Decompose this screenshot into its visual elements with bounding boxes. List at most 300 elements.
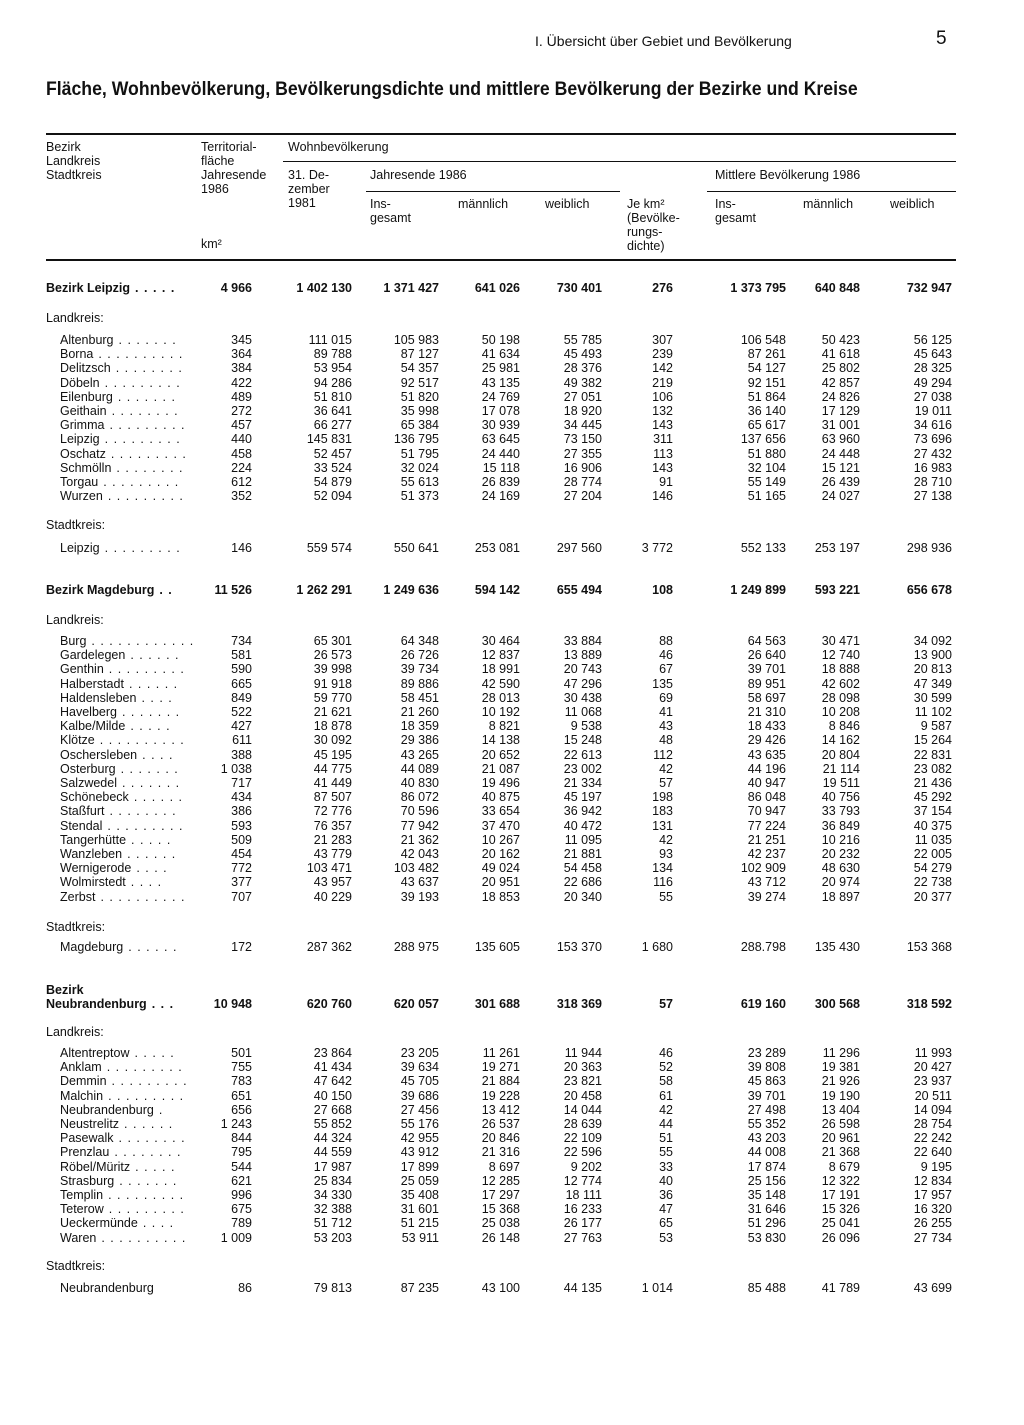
- cell-col-1: 1 009: [220, 1231, 252, 1245]
- cell-col-2: 52 094: [313, 489, 352, 503]
- cell-col-8: 14 162: [821, 733, 860, 747]
- cell-col-5: 22 596: [563, 1145, 602, 1159]
- cell-col-9: 11 993: [914, 1046, 952, 1060]
- row-name: Wanzleben: [60, 847, 123, 861]
- cell-col-8: 20 961: [821, 1131, 860, 1145]
- leader-dots: . . . .: [141, 691, 173, 705]
- table-row: [0, 1216, 1024, 1230]
- cell-col-4: 20 846: [481, 1131, 520, 1145]
- cell-col-1: 10 948: [213, 997, 252, 1011]
- cell-col-9: 40 375: [913, 819, 952, 833]
- cell-col-1: 734: [231, 634, 252, 648]
- cell-col-8: 8 679: [828, 1160, 860, 1174]
- cell-col-4: 12 837: [481, 648, 520, 662]
- cell-col-8: 18 897: [821, 890, 860, 904]
- cell-col-1: 544: [231, 1160, 252, 1174]
- cell-col-3: 29 386: [400, 733, 439, 747]
- cell-col-6: 46: [659, 648, 673, 662]
- cell-col-6: 3 772: [641, 541, 673, 555]
- table-row: [0, 1089, 1024, 1103]
- leader-dots: . . . . . . . .: [116, 461, 184, 475]
- cell-col-1: 665: [231, 677, 252, 691]
- table-row: [0, 1281, 1024, 1295]
- cell-col-1: 434: [231, 790, 252, 804]
- table-row: [0, 776, 1024, 790]
- landkreis-label: Landkreis:: [46, 613, 104, 627]
- cell-col-9: 28 754: [913, 1117, 952, 1131]
- row-name: Oschersleben: [60, 748, 138, 762]
- cell-col-6: 55: [659, 890, 673, 904]
- cell-col-1: 1 038: [220, 762, 252, 776]
- cell-col-2: 65 301: [313, 634, 352, 648]
- cell-col-4: 10 267: [481, 833, 520, 847]
- row-name: Teterow: [60, 1202, 104, 1216]
- header-bottom-rule: [46, 259, 956, 261]
- cell-col-4: 301 688: [474, 997, 520, 1011]
- cell-col-3: 42 955: [400, 1131, 439, 1145]
- cell-col-1: 384: [231, 361, 252, 375]
- leader-dots: . . . . . . . . .: [108, 1202, 185, 1216]
- cell-col-9: 20 427: [913, 1060, 952, 1074]
- cell-col-2: 59 770: [313, 691, 352, 705]
- cell-col-7: 17 874: [747, 1160, 786, 1174]
- cell-col-4: 33 654: [481, 804, 520, 818]
- cell-col-1: 377: [231, 875, 252, 889]
- cell-col-1: 651: [231, 1089, 252, 1103]
- cell-col-1: 454: [231, 847, 252, 861]
- cell-col-2: 43 779: [313, 847, 352, 861]
- table-row: [0, 376, 1024, 390]
- cell-col-3: 1 249 636: [383, 583, 439, 597]
- cell-col-2: 53 203: [313, 1231, 352, 1245]
- cell-col-8: 12 322: [821, 1174, 860, 1188]
- cell-col-8: 12 740: [821, 648, 860, 662]
- cell-col-4: 15 368: [481, 1202, 520, 1216]
- cell-col-2: 21 621: [313, 705, 352, 719]
- leader-dots: . . . .: [136, 861, 168, 875]
- row-name: Wernigerode: [60, 861, 132, 875]
- cell-col-7: 1 249 899: [730, 583, 786, 597]
- cell-col-5: 18 111: [565, 1188, 602, 1202]
- row-name: Wolmirstedt: [60, 875, 126, 889]
- cell-col-3: 54 357: [400, 361, 439, 375]
- cell-col-7: 89 951: [747, 677, 786, 691]
- cell-col-8: 41 789: [821, 1281, 860, 1295]
- table-row: [0, 1060, 1024, 1074]
- row-name: Stendal: [60, 819, 103, 833]
- cell-col-5: 26 177: [563, 1216, 602, 1230]
- table-row: [0, 475, 1024, 489]
- cell-col-4: 641 026: [474, 281, 520, 295]
- cell-col-3: 23 205: [400, 1046, 439, 1060]
- cell-col-6: 116: [653, 875, 673, 889]
- cell-col-4: 50 198: [481, 333, 520, 347]
- cell-col-9: 15 264: [913, 733, 952, 747]
- table-row: [0, 347, 1024, 361]
- cell-col-9: 27 734: [913, 1231, 952, 1245]
- cell-col-6: 307: [652, 333, 673, 347]
- cell-col-2: 51 712: [313, 1216, 352, 1230]
- cell-col-5: 16 906: [563, 461, 602, 475]
- cell-col-3: 550 641: [393, 541, 439, 555]
- table-row: [0, 333, 1024, 347]
- cell-col-9: 16 983: [913, 461, 952, 475]
- leader-dots: . . . .: [130, 875, 163, 889]
- cell-col-4: 26 839: [481, 475, 520, 489]
- cell-col-6: 61: [659, 1089, 673, 1103]
- cell-col-5: 9 538: [570, 719, 602, 733]
- leader-dots: . . . . .: [135, 281, 176, 295]
- cell-col-1: 849: [231, 691, 252, 705]
- cell-col-4: 13 412: [481, 1103, 520, 1117]
- cell-col-6: 183: [652, 804, 673, 818]
- cell-col-9: 22 831: [913, 748, 952, 762]
- cell-col-5: 27 763: [563, 1231, 602, 1245]
- cell-col-5: 47 296: [563, 677, 602, 691]
- cell-col-1: 675: [231, 1202, 252, 1216]
- cell-col-7: 54 127: [747, 361, 786, 375]
- cell-col-2: 40 229: [313, 890, 352, 904]
- table-row: [0, 1103, 1024, 1117]
- row-name: Zerbst: [60, 890, 96, 904]
- row-name: Pasewalk: [60, 1131, 114, 1145]
- cell-col-5: 13 889: [563, 648, 602, 662]
- stadtkreis-label: Stadtkreis:: [46, 1259, 106, 1273]
- cell-col-1: 717: [231, 776, 252, 790]
- cell-col-1: 11 526: [214, 583, 252, 597]
- cell-col-1: 458: [231, 447, 252, 461]
- cell-col-1: 656: [231, 1103, 252, 1117]
- bezirk-row: [0, 281, 1024, 295]
- cell-col-1: 440: [231, 432, 252, 446]
- cell-col-8: 28 098: [821, 691, 860, 705]
- cell-col-1: 352: [231, 489, 252, 503]
- cell-col-3: 27 456: [400, 1103, 439, 1117]
- cell-col-8: 10 208: [821, 705, 860, 719]
- page-number: 5: [936, 28, 947, 49]
- cell-col-7: 619 160: [740, 997, 786, 1011]
- table-row: [0, 404, 1024, 418]
- cell-col-6: 108: [652, 583, 673, 597]
- cell-col-8: 33 793: [821, 804, 860, 818]
- cell-col-8: 17 191: [821, 1188, 860, 1202]
- leader-dots: . . . . . . . . .: [108, 1089, 185, 1103]
- row-name: Bezirk Leipzig: [46, 281, 131, 295]
- cell-col-9: 26 255: [913, 1216, 952, 1230]
- cell-col-9: 27 138: [913, 489, 952, 503]
- cell-col-4: 40 875: [481, 790, 520, 804]
- cell-col-6: 58: [659, 1074, 673, 1088]
- cell-col-7: 137 656: [740, 432, 786, 446]
- cell-col-6: 1 014: [641, 1281, 673, 1295]
- cell-col-6: 113: [653, 447, 673, 461]
- row-name: Staßfurt: [60, 804, 105, 818]
- leader-dots: . . . . . . . . .: [104, 541, 181, 555]
- cell-col-9: 28 325: [913, 361, 952, 375]
- cell-col-3: 65 384: [400, 418, 439, 432]
- cell-col-1: 4 966: [220, 281, 252, 295]
- table-row: [0, 819, 1024, 833]
- cell-col-1: 621: [231, 1174, 252, 1188]
- row-name: Gardelegen: [60, 648, 126, 662]
- cell-col-7: 1 373 795: [730, 281, 786, 295]
- row-name: Bezirk Magdeburg: [46, 583, 155, 597]
- leader-dots: . . . . . .: [133, 790, 184, 804]
- cell-col-1: 345: [231, 333, 252, 347]
- leader-dots: . . . .: [142, 1216, 175, 1230]
- cell-col-2: 30 092: [313, 733, 352, 747]
- cell-col-9: 16 320: [913, 1202, 952, 1216]
- cell-col-1: 489: [231, 390, 252, 404]
- table-top-rule: [46, 133, 956, 135]
- table-row: [0, 432, 1024, 446]
- leader-dots: . . . . . .: [127, 847, 177, 861]
- cell-col-8: 48 630: [821, 861, 860, 875]
- cell-col-1: 593: [231, 819, 252, 833]
- cell-col-1: 707: [231, 890, 252, 904]
- cell-col-5: 21 334: [563, 776, 602, 790]
- row-name: Kalbe/Milde: [60, 719, 126, 733]
- cell-col-8: 36 849: [821, 819, 860, 833]
- cell-col-7: 42 237: [747, 847, 786, 861]
- cell-col-7: 102 909: [740, 861, 786, 875]
- bezirk-row: [0, 583, 1024, 597]
- cell-col-7: 288.798: [740, 940, 786, 954]
- leader-dots: . . . . . .: [128, 677, 179, 691]
- row-name: Haldensleben: [60, 691, 137, 705]
- cell-col-1: 386: [231, 804, 252, 818]
- row-name: Döbeln: [60, 376, 100, 390]
- header-col-1981: 31. De- zember 1981: [288, 168, 330, 210]
- leader-dots: . . . . . . . .: [115, 361, 183, 375]
- cell-col-9: 43 699: [913, 1281, 952, 1295]
- cell-col-3: 136 795: [393, 432, 439, 446]
- cell-col-3: 620 057: [393, 997, 439, 1011]
- cell-col-7: 35 148: [747, 1188, 786, 1202]
- cell-col-2: 17 987: [313, 1160, 352, 1174]
- cell-col-6: 106: [652, 390, 673, 404]
- cell-col-5: 45 197: [563, 790, 602, 804]
- cell-col-4: 26 148: [481, 1231, 520, 1245]
- cell-col-4: 30 464: [481, 634, 520, 648]
- cell-col-8: 25 041: [821, 1216, 860, 1230]
- cell-col-2: 26 573: [313, 648, 352, 662]
- table-row: [0, 1074, 1024, 1088]
- row-name: Genthin: [60, 662, 104, 676]
- cell-col-6: 51: [659, 1131, 673, 1145]
- cell-col-7: 29 426: [747, 733, 786, 747]
- cell-col-5: 730 401: [556, 281, 602, 295]
- cell-col-4: 15 118: [482, 461, 520, 475]
- table-row: [0, 861, 1024, 875]
- cell-col-7: 43 712: [747, 875, 786, 889]
- cell-col-2: 52 457: [313, 447, 352, 461]
- cell-col-5: 73 150: [563, 432, 602, 446]
- cell-col-3: 21 362: [400, 833, 439, 847]
- cell-col-6: 132: [652, 404, 673, 418]
- cell-col-6: 52: [659, 1060, 673, 1074]
- row-name: Grimma: [60, 418, 105, 432]
- cell-col-9: 153 368: [906, 940, 952, 954]
- cell-col-3: 42 043: [400, 847, 439, 861]
- cell-col-4: 10 192: [481, 705, 520, 719]
- cell-col-3: 89 886: [400, 677, 439, 691]
- table-row: [0, 790, 1024, 804]
- cell-col-4: 21 884: [481, 1074, 520, 1088]
- cell-col-6: 42: [659, 1103, 673, 1117]
- cell-col-8: 11 296: [822, 1046, 860, 1060]
- cell-col-6: 88: [659, 634, 673, 648]
- cell-col-1: 86: [238, 1281, 252, 1295]
- leader-dots: . . . . . . . . .: [110, 447, 187, 461]
- cell-col-4: 14 138: [481, 733, 520, 747]
- cell-col-1: 272: [231, 404, 252, 418]
- cell-col-8: 21 114: [822, 762, 860, 776]
- cell-col-1: 1 243: [220, 1117, 252, 1131]
- leader-dots: . . . . . . .: [120, 762, 179, 776]
- cell-col-8: 20 804: [821, 748, 860, 762]
- cell-col-2: 36 641: [313, 404, 352, 418]
- cell-col-3: 25 059: [400, 1174, 439, 1188]
- row-name: Schönebeck: [60, 790, 129, 804]
- cell-col-9: 13 900: [913, 648, 952, 662]
- cell-col-5: 28 774: [563, 475, 602, 489]
- row-name: Templin: [60, 1188, 104, 1202]
- cell-col-5: 23 821: [563, 1074, 602, 1088]
- cell-col-1: 996: [231, 1188, 252, 1202]
- cell-col-1: 590: [231, 662, 252, 676]
- row-name: Anklam: [60, 1060, 102, 1074]
- cell-col-4: 37 470: [481, 819, 520, 833]
- table-row: [0, 1188, 1024, 1202]
- row-name: Wurzen: [60, 489, 103, 503]
- cell-col-7: 44 196: [747, 762, 786, 776]
- row-name: Osterburg: [60, 762, 116, 776]
- cell-col-8: 15 121: [821, 461, 860, 475]
- cell-col-5: 318 369: [556, 997, 602, 1011]
- landkreis-label: Landkreis:: [46, 1025, 104, 1039]
- cell-col-6: 239: [652, 347, 673, 361]
- cell-col-5: 11 095: [564, 833, 602, 847]
- cell-col-2: 40 150: [313, 1089, 352, 1103]
- cell-col-4: 43 135: [481, 376, 520, 390]
- table-row: [0, 890, 1024, 904]
- row-name: Altentreptow: [60, 1046, 130, 1060]
- cell-col-1: 172: [231, 940, 252, 954]
- header-col-bezirk: Bezirk Landkreis Stadtkreis: [46, 140, 102, 182]
- cell-col-5: 21 881: [563, 847, 602, 861]
- cell-col-6: 134: [652, 861, 673, 875]
- cell-col-7: 44 008: [747, 1145, 786, 1159]
- cell-col-5: 27 355: [563, 447, 602, 461]
- cell-col-2: 33 524: [313, 461, 352, 475]
- cell-col-4: 20 162: [481, 847, 520, 861]
- row-name: Eilenburg: [60, 390, 113, 404]
- cell-col-3: 51 795: [400, 447, 439, 461]
- cell-col-8: 13 404: [821, 1103, 860, 1117]
- cell-col-6: 43: [659, 719, 673, 733]
- row-name: Neubrandenburg: [60, 1103, 154, 1117]
- cell-col-7: 43 635: [747, 748, 786, 762]
- header-jahresende-1986: Jahresende 1986: [370, 168, 467, 182]
- leader-dots: . . . . . . .: [119, 1174, 178, 1188]
- cell-col-2: 53 954: [313, 361, 352, 375]
- table-row: [0, 677, 1024, 691]
- cell-col-5: 655 494: [556, 583, 602, 597]
- cell-col-9: 30 599: [913, 691, 952, 705]
- cell-col-5: 11 068: [564, 705, 602, 719]
- cell-col-3: 51 373: [400, 489, 439, 503]
- cell-col-8: 253 197: [814, 541, 860, 555]
- cell-col-6: 135: [652, 677, 673, 691]
- table-row: [0, 648, 1024, 662]
- row-name: Oschatz: [60, 447, 106, 461]
- cell-col-3: 87 235: [400, 1281, 439, 1295]
- cell-col-4: 18 853: [481, 890, 520, 904]
- cell-col-4: 49 024: [481, 861, 520, 875]
- cell-col-5: 16 233: [563, 1202, 602, 1216]
- cell-col-5: 14 044: [563, 1103, 602, 1117]
- cell-col-3: 43 265: [400, 748, 439, 762]
- cell-col-1: 783: [231, 1074, 252, 1088]
- cell-col-2: 44 775: [313, 762, 352, 776]
- row-name: Burg: [60, 634, 87, 648]
- cell-col-5: 153 370: [556, 940, 602, 954]
- cell-col-6: 47: [659, 1202, 673, 1216]
- cell-col-9: 22 242: [913, 1131, 952, 1145]
- row-name: Klötze: [60, 733, 95, 747]
- cell-col-9: 9 587: [920, 719, 952, 733]
- cell-col-3: 26 726: [400, 648, 439, 662]
- cell-col-3: 77 942: [400, 819, 439, 833]
- cell-col-3: 35 408: [400, 1188, 439, 1202]
- cell-col-3: 18 359: [400, 719, 439, 733]
- cell-col-2: 18 878: [313, 719, 352, 733]
- cell-col-9: 19 011: [914, 404, 952, 418]
- table-row: [0, 461, 1024, 475]
- cell-col-9: 27 432: [913, 447, 952, 461]
- leader-dots: . . . . . . . . . .: [98, 347, 184, 361]
- leader-dots: . . . . . . .: [118, 333, 177, 347]
- cell-col-8: 24 027: [821, 489, 860, 503]
- cell-col-7: 51 165: [747, 489, 786, 503]
- row-name: Leipzig: [60, 541, 100, 555]
- leader-dots: . . . . . . . .: [118, 1131, 186, 1145]
- table-row: [0, 748, 1024, 762]
- cell-col-4: 20 951: [481, 875, 520, 889]
- cell-col-2: 79 813: [313, 1281, 352, 1295]
- table-row: [0, 1202, 1024, 1216]
- leader-dots: . . . . . . . .: [109, 804, 177, 818]
- cell-col-8: 20 974: [821, 875, 860, 889]
- cell-col-4: 20 652: [481, 748, 520, 762]
- cell-col-4: 24 440: [481, 447, 520, 461]
- cell-col-1: 795: [231, 1145, 252, 1159]
- cell-col-2: 559 574: [306, 541, 352, 555]
- cell-col-2: 66 277: [313, 418, 352, 432]
- cell-col-8: 24 448: [821, 447, 860, 461]
- cell-col-4: 42 590: [481, 677, 520, 691]
- row-name: Waren: [60, 1231, 97, 1245]
- row-name: Salzwedel: [60, 776, 117, 790]
- cell-col-8: 300 568: [814, 997, 860, 1011]
- cell-col-8: 30 471: [821, 634, 860, 648]
- table-row: [0, 390, 1024, 404]
- cell-col-4: 30 939: [481, 418, 520, 432]
- leader-dots: . . . . . . . . .: [103, 475, 180, 489]
- cell-col-2: 32 388: [313, 1202, 352, 1216]
- cell-col-2: 94 286: [313, 376, 352, 390]
